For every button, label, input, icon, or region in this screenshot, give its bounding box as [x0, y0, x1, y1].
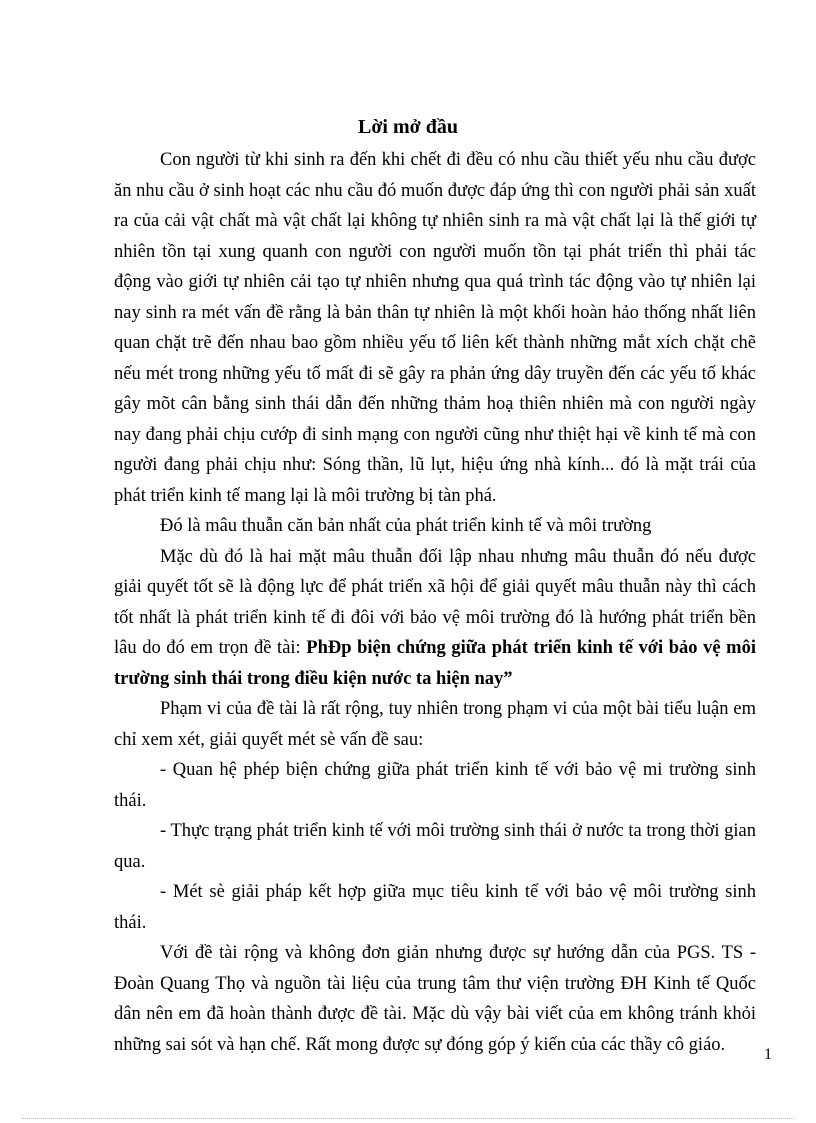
- scope-paragraph: Phạm vi của đề tài là rất rộng, tuy nhiên trong phạm vi của một bài tiểu luận em chỉ xem xét, giải quyết mét sè vấn đề sau:: [114, 699, 756, 750]
- body-text: [114, 145, 756, 1060]
- page-number: 1: [764, 1046, 772, 1063]
- intro-paragraph: Con người từ khi sinh ra đến khi chết đi đều có nhu cầu thiết yếu nhu cầu được ăn nhu cầu ở sinh hoạt các nhu cầu đó muốn được đáp ứng thì con người phải sản xuất ra của cải vật chất mà vật chất lại không tự nhiên sinh ra mà vật chất lại là thế giới tự nhiên tồn tại xung quanh con người con người muốn tồn tại phát triển thì phải tác động vào giới tự nhiên cải tạo tự nhiên nhưng qua quá trình tác động vào tự nhiên lại nay sinh ra mét vấn đề rằng là bản thân tự nhiên là một khối hoàn hảo thống nhất liên quan chặt trẽ đến nhau bao gồm nhiều yếu tố liên kết thành những mắt xích chặt chẽ nếu mét trong những yếu tố mất đi sẽ gây ra phản ứng dây truyền đến các yếu tố khác gây mõt cân bằng sinh thái dẫn đến những thảm hoạ thiên nhiên mà con người ngày nay đang phải chịu cướp đi sinh mạng con người cũng như thiệt hại về kinh tế mà con người đang phải chịu như: Sóng thần, lũ lụt, hiệu ứng nhà kính... đó là mặt trái của phát triển kinh tế mang lại là môi trường bị tàn phá.: [114, 150, 756, 506]
- closing-paragraph: Với đề tài rộng và không đơn giản nhưng được sự hướng dẫn của PGS. TS - Đoàn Quang Thọ và nguồn tài liệu của trung tâm thư viện trường ĐH Kinh tế Quốc dân nên em đã hoàn thành được đề tài. Mặc dù vậy bài viết của em không tránh khỏi những sai sót và hạn chế. Rất mong được sự đóng góp ý kiến của các thầy cô giáo.: [114, 943, 756, 1055]
- footer-divider: [22, 1118, 794, 1119]
- list-item: - Thực trạng phát triển kinh tế với môi trường sinh thái ở nước ta trong thời gian qua.: [114, 821, 756, 872]
- topic-title-text: PhĐp biện chứng giữa phát triển kinh tế với bảo vệ môi trường sinh thái trong điều kiện nước ta hiện nay”: [114, 638, 756, 689]
- topic-paragraph: [114, 542, 756, 695]
- topic-lead-text: Mặc dù đó là hai mặt mâu thuẫn đối lập nhau nhưng mâu thuẫn đó nếu được giải quyết tốt sẽ là động lực để phát triển xã hội để giải quyết mâu thuẫn này thì cách tốt nhất là phát triển kinh tế đi đôi với bảo vệ môi trường đó là hướng phát triển bền lâu do đó em trọn đề tài:: [114, 546, 756, 658]
- list-item: - Quan hệ phép biện chứng giữa phát triển kinh tế với bảo vệ mi trường sinh thái.: [114, 760, 756, 811]
- page-title: Lời mở đầu: [358, 116, 458, 138]
- list-item: - Mét sè giải pháp kết hợp giữa mục tiêu kinh tế với bảo vệ môi trường sinh thái.: [114, 882, 756, 933]
- contradiction-paragraph: Đó là mâu thuẫn căn bản nhất của phát triển kinh tế và môi trường: [160, 516, 652, 536]
